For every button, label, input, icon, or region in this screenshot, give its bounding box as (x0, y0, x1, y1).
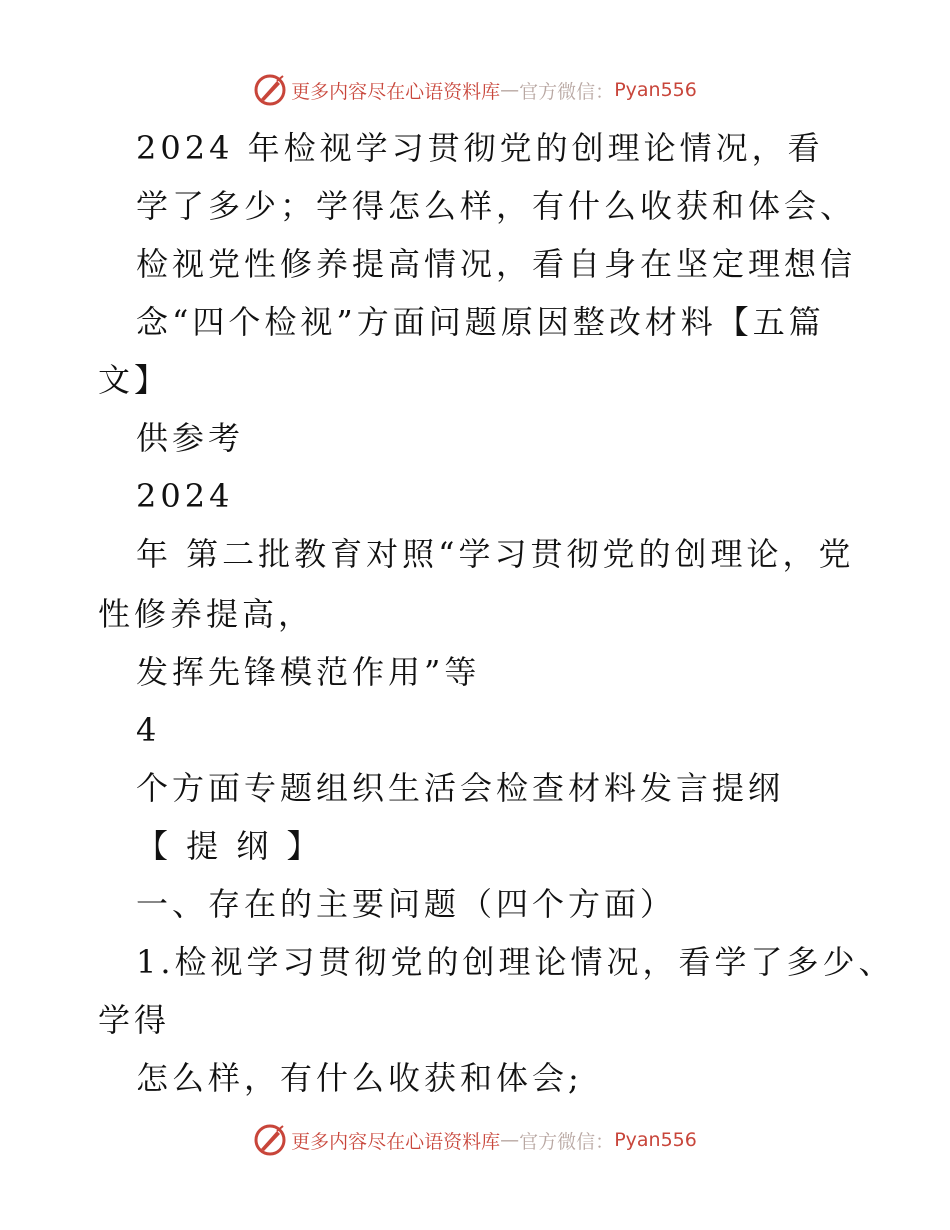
banner-main-text: 更多内容尽在心语资料库 (291, 1130, 501, 1153)
doc-line-8: 年 第二批教育对照“学习贯彻党的创理论，党 (136, 535, 855, 573)
header-banner (0, 72, 950, 108)
doc-line-12: 个方面专题组织生活会检查材料发言提纲 (136, 769, 785, 807)
doc-line-16: 学得 (98, 1001, 171, 1039)
doc-line-17: 怎么样，有什么收获和体会; (136, 1059, 583, 1097)
doc-line-6: 供参考 (136, 419, 245, 457)
footer-banner (0, 1122, 950, 1158)
doc-line-14: 一、存在的主要问题（四个方面） (136, 885, 677, 923)
doc-line-3: 检视党性修养提高情况，看自身在坚定理想信 (136, 245, 857, 283)
banner-dash: — (500, 79, 520, 101)
doc-line-9: 性修养提高， (98, 595, 315, 633)
doc-line-13: 【 提 纲 】 (136, 827, 323, 865)
doc-line-4: 念“四个检视”方面问题原因整改材料【五篇 (136, 303, 825, 341)
doc-line-7: 2024 (136, 477, 234, 515)
quill-logo-icon (253, 73, 287, 107)
doc-line-15: 1.检视学习贯彻党的创理论情况，看学了多少、 (136, 943, 895, 981)
banner-main-text: 更多内容尽在心语资料库 (291, 80, 501, 103)
doc-line-1: 2024 年检视学习贯彻党的创理论情况，看 (136, 129, 824, 167)
banner-dash: — (500, 1129, 520, 1151)
banner-official-label: 官方微信： (519, 80, 615, 103)
doc-line-2: 学了多少；学得怎么样，有什么收获和体会、 (136, 187, 857, 225)
banner-wechat-id: Pyan556 (614, 1129, 697, 1151)
quill-logo-icon (253, 1123, 287, 1157)
banner-official-label: 官方微信： (519, 1130, 615, 1153)
doc-line-11: 4 (136, 711, 161, 749)
banner-wechat-id: Pyan556 (614, 79, 697, 101)
doc-line-5: 文】 (98, 361, 171, 399)
doc-line-10: 发挥先锋模范作用”等 (136, 653, 481, 691)
